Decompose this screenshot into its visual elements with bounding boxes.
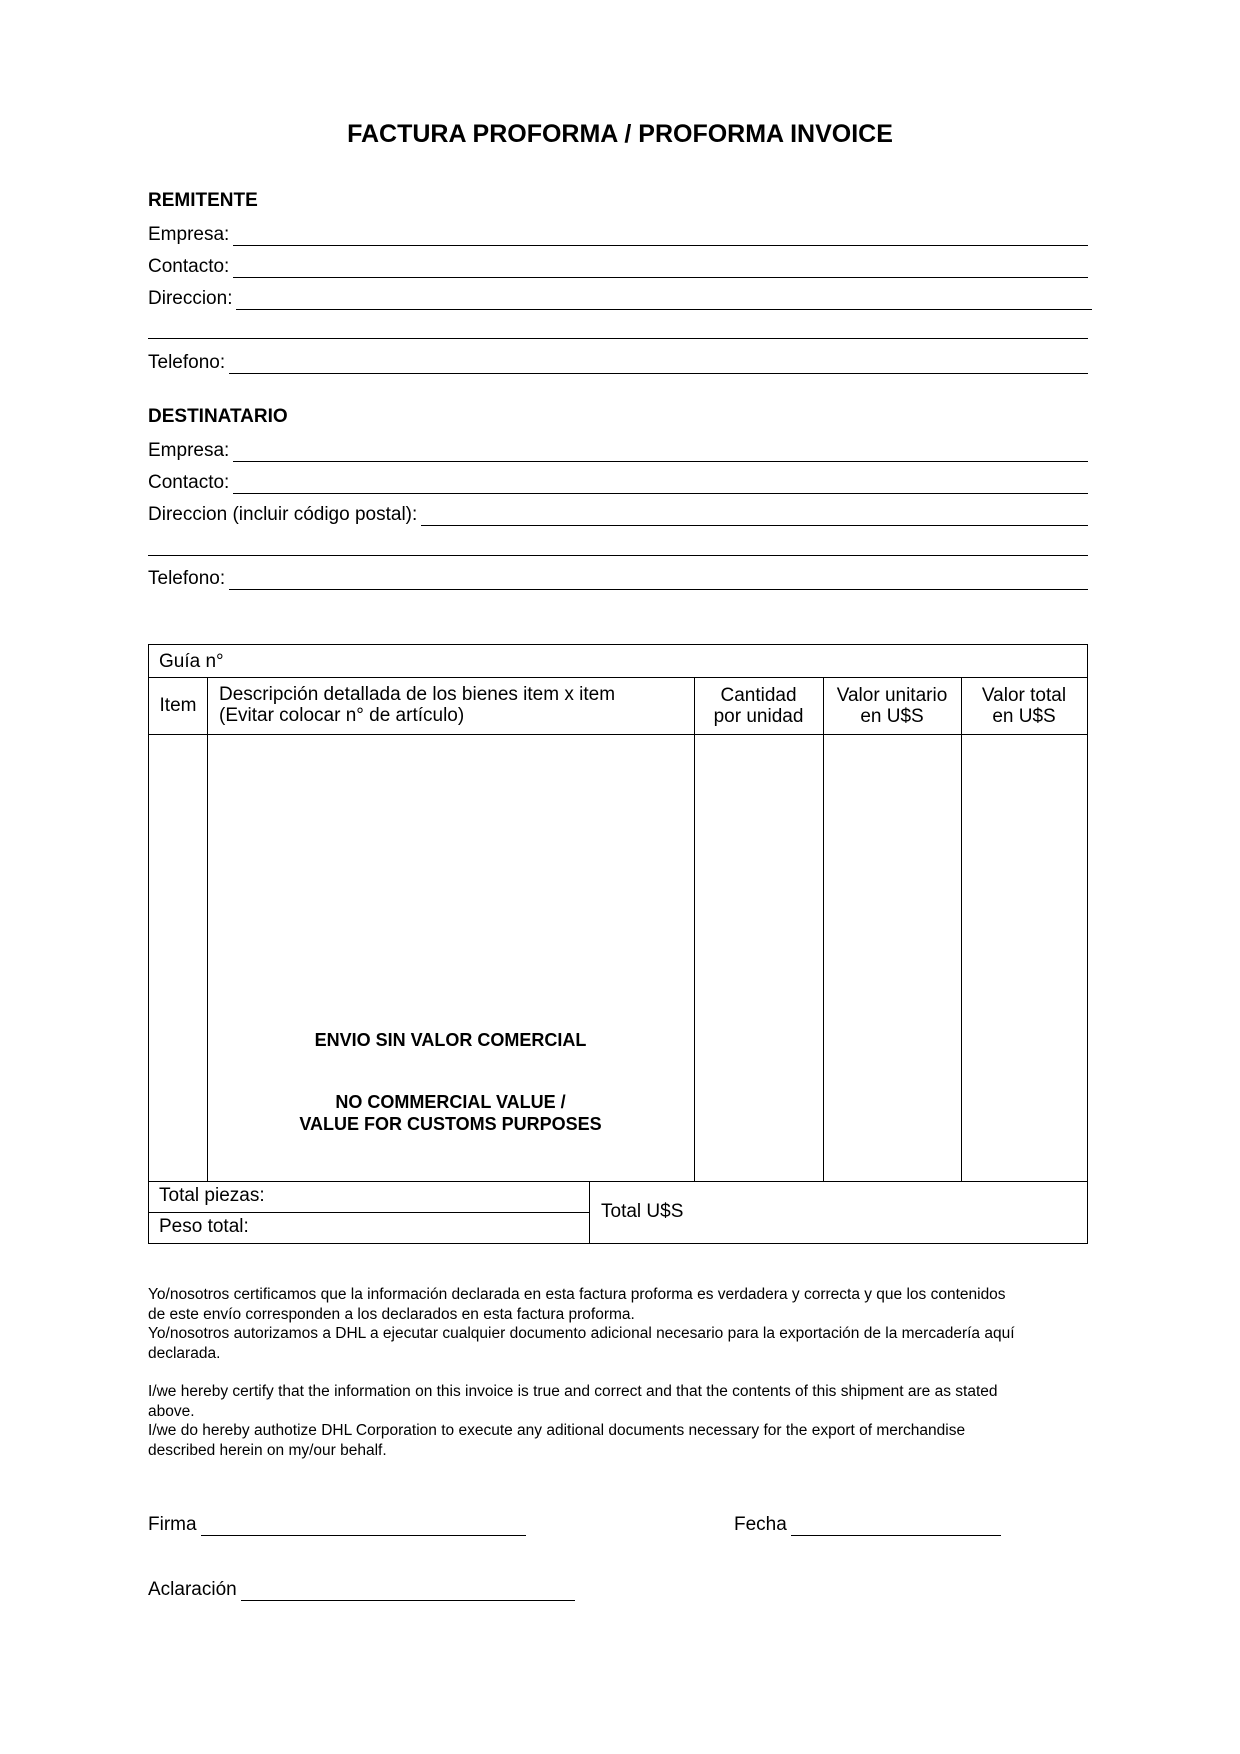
col-header-unit-value: [823, 685, 961, 727]
col-header-quantity-line2: por unidad: [713, 706, 804, 727]
certification-en-line3: I/we do hereby authotize DHL Corporation to execute any aditional documents necessary for the export of merchandise: [148, 1422, 966, 1439]
sender-address-field[interactable]: [148, 288, 1092, 310]
divider: [149, 1212, 589, 1213]
guide-number-input[interactable]: [219, 647, 1079, 677]
sender-address-line-2[interactable]: [148, 338, 1088, 339]
clarification-label: Aclaración: [148, 1579, 237, 1600]
certification-es-line3: Yo/nosotros autorizamos a DHL a ejecutar cualquier documento adicional necesario para la exportación de la mercadería aquí: [148, 1325, 1015, 1342]
signature-label: Firma: [148, 1514, 197, 1535]
invoice-table: [148, 644, 1088, 1244]
col-header-description: [219, 684, 615, 726]
note-no-commercial-value-es: ENVIO SIN VALOR COMERCIAL: [314, 1030, 587, 1050]
certification-es-line2: de este envío corresponden a los declarados en esta factura proforma.: [148, 1305, 635, 1323]
date-label: Fecha: [734, 1514, 787, 1535]
total-weight-label: Peso total:: [159, 1216, 249, 1237]
certification-text: [148, 1285, 1108, 1460]
divider: [149, 677, 1087, 678]
col-header-description-line1: Descripción detallada de los bienes item x item: [219, 684, 616, 705]
divider: [694, 677, 695, 1181]
date-line[interactable]: [791, 1518, 1001, 1536]
sender-contact-field[interactable]: [148, 256, 1088, 278]
recipient-contact-label: Contacto:: [148, 472, 230, 493]
recipient-company-field[interactable]: [148, 440, 1088, 462]
total-pieces-label: Total piezas:: [159, 1185, 265, 1206]
signature-field[interactable]: [148, 1514, 526, 1536]
sender-phone-field[interactable]: [148, 352, 1088, 374]
recipient-phone-field[interactable]: [148, 568, 1088, 590]
clarification-field[interactable]: [148, 1579, 575, 1601]
col-header-unit-value-line1: Valor unitario: [836, 685, 948, 706]
clarification-line[interactable]: [241, 1583, 575, 1601]
sender-contact-label: Contacto:: [148, 256, 230, 277]
sender-address-line[interactable]: [236, 292, 1092, 310]
col-header-quantity: [694, 685, 823, 727]
note-no-commercial-value-en: [207, 1091, 694, 1135]
recipient-phone-label: Telefono:: [148, 568, 226, 589]
signature-line[interactable]: [201, 1518, 526, 1536]
recipient-address-field[interactable]: [148, 504, 1088, 526]
recipient-company-label: Empresa:: [148, 440, 230, 461]
sender-heading: REMITENTE: [148, 190, 258, 211]
col-header-total-value: [961, 685, 1087, 727]
certification-en-line1: I/we hereby certify that the information on this invoice is true and correct and that the contents of this shipment are as stated: [148, 1383, 998, 1400]
sender-phone-label: Telefono:: [148, 352, 226, 373]
certification-en-line2: above.: [148, 1402, 195, 1420]
recipient-heading: DESTINATARIO: [148, 406, 288, 427]
sender-contact-line[interactable]: [233, 260, 1088, 278]
col-header-total-value-line1: Valor total: [981, 685, 1067, 706]
sender-company-label: Empresa:: [148, 224, 230, 245]
guide-label: Guía n°: [159, 651, 224, 672]
sender-company-field[interactable]: [148, 224, 1088, 246]
note-en-line2: VALUE FOR CUSTOMS PURPOSES: [299, 1114, 602, 1134]
recipient-contact-line[interactable]: [233, 476, 1088, 494]
col-header-unit-value-line2: en U$S: [860, 706, 924, 727]
recipient-address-line[interactable]: [421, 508, 1088, 526]
recipient-company-line[interactable]: [233, 444, 1088, 462]
recipient-phone-line[interactable]: [229, 572, 1088, 590]
sender-phone-line[interactable]: [229, 356, 1088, 374]
sender-address-label: Direccion:: [148, 288, 233, 309]
certification-en-line4: described herein on my/our behalf.: [148, 1441, 387, 1459]
recipient-contact-field[interactable]: [148, 472, 1088, 494]
sender-company-line[interactable]: [233, 228, 1088, 246]
page-title: FACTURA PROFORMA / PROFORMA INVOICE: [347, 120, 893, 148]
divider: [823, 677, 824, 1181]
col-header-quantity-line1: Cantidad: [720, 685, 797, 706]
divider: [149, 734, 1087, 735]
col-header-total-value-line2: en U$S: [992, 706, 1056, 727]
recipient-address-label: Direccion (incluir código postal):: [148, 504, 418, 525]
recipient-address-line-2[interactable]: [148, 555, 1088, 556]
certification-es-line1: Yo/nosotros certificamos que la información declarada en esta factura proforma es verdadera y correcta y que los contenidos: [148, 1286, 1006, 1303]
divider: [149, 1181, 1087, 1182]
certification-es-line4: declarada.: [148, 1344, 221, 1362]
divider: [589, 1181, 590, 1243]
date-field[interactable]: [734, 1514, 1001, 1536]
divider: [961, 677, 962, 1181]
total-usd-label: Total U$S: [601, 1201, 684, 1222]
col-header-description-line2: (Evitar colocar n° de artículo): [219, 705, 465, 726]
note-en-line1: NO COMMERCIAL VALUE /: [335, 1092, 566, 1112]
col-header-item: Item: [159, 695, 197, 716]
